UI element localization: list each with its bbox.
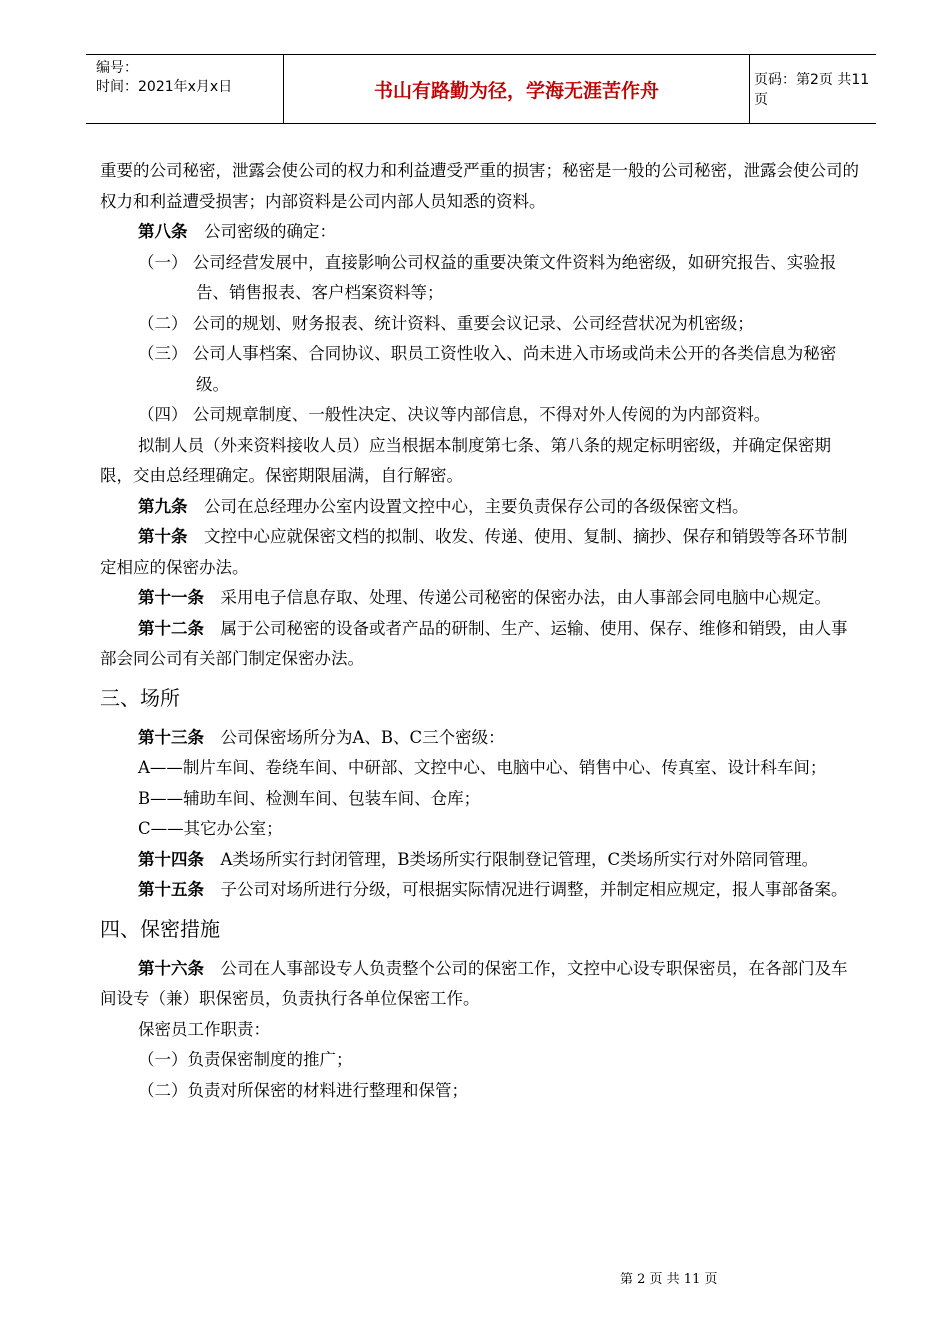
article-12-title: 第十二条: [138, 618, 204, 638]
article-14-title: 第十四条: [138, 849, 204, 869]
article-16: [100, 954, 862, 1015]
page-header: [86, 54, 876, 124]
article-8-item-3: （三） 公司人事档案、合同协议、职员工资性收入、尚未进入市场或尚未公开的各类信息为秘密级。: [138, 344, 837, 394]
article-8-text: 公司密级的确定：: [187, 222, 336, 241]
article-11-title: 第十一条: [138, 588, 204, 607]
page-footer: 第 2 页 共 11 页: [620, 1272, 718, 1287]
article-16-text: 公司在人事部设专人负责整个公司的保密工作，文控中心设专职保密员，在各部门及车间设专（兼）职保密员，负责执行各单位保密工作。: [100, 958, 848, 1008]
article-14: [100, 845, 862, 876]
section-heading-4: 四、保密措施: [100, 916, 220, 941]
zone-c: C——其它办公室；: [138, 819, 283, 838]
article-14-text: A类场所实行封闭管理，B类场所实行限制登记管理，C类场所实行对外陪同管理。: [204, 849, 819, 869]
article-13-title: 第十三条: [138, 727, 204, 747]
article-10-text: 文控中心应就保密文档的拟制、收发、传递、使用、复制、摘抄、保存和销毁等各环节制定相应的保密办法。: [100, 527, 848, 577]
article-13-text: 公司保密场所分为A、B、C三个密级：: [204, 727, 505, 747]
document-body: [100, 156, 862, 1106]
zone-a: A——制片车间、卷绕车间、中研部、文控中心、电脑中心、销售中心、传真室、设计科车间；: [138, 758, 827, 777]
article-8: [100, 217, 862, 248]
article-8-item-2: （二） 公司的规划、财务报表、统计资料、重要会议记录、公司经营状况为机密级；: [138, 313, 754, 333]
article-15-title: 第十五条: [138, 880, 204, 899]
article-10-title: 第十条: [138, 527, 188, 546]
article-16-title: 第十六条: [138, 958, 204, 978]
header-motto: 书山有路勤为径，学海无涯苦作舟: [284, 55, 750, 123]
article-12-text: 属于公司秘密的设备或者产品的研制、生产、运输、使用、保存、维修和销毁，由人事部会同公司有关部门制定保密办法。: [100, 618, 848, 668]
article-9: [100, 492, 862, 523]
section-heading-3: 三、场所: [100, 685, 180, 710]
duty-heading: 保密员工作职责：: [138, 1019, 270, 1039]
article-8-note: 拟制人员（外来资料接收人员）应当根据本制度第七条、第八条的规定标明密级，并确定保密期限，交由总经理确定。保密期限届满，自行解密。: [100, 435, 831, 485]
time-label: 时间：2021年x月x日: [96, 79, 233, 95]
article-11: [100, 583, 862, 614]
article-12: [100, 614, 862, 675]
zone-b: B——辅助车间、检测车间、包装车间、仓库；: [138, 788, 481, 808]
article-15: [100, 875, 862, 906]
header-meta: [86, 55, 284, 123]
article-9-text: 公司在总经理办公室内设置文控中心，主要负责保存公司的各级保密文档。: [187, 496, 749, 516]
article-15-text: 子公司对场所进行分级，可根据实际情况进行调整，并制定相应规定，报人事部备案。: [204, 880, 848, 899]
paragraph-intro: 重要的公司秘密，泄露会使公司的权力和利益遭受严重的损害；秘密是一般的公司秘密，泄露会使公司的权力和利益遭受损害；内部资料是公司内部人员知悉的资料。: [100, 161, 859, 211]
article-9-title: 第九条: [138, 496, 188, 516]
article-8-title: 第八条: [138, 222, 188, 241]
article-10: [100, 522, 862, 583]
number-label: 编号：: [96, 60, 138, 76]
article-8-item-4: （四） 公司规章制度、一般性决定、决议等内部信息，不得对外人传阅的为内部资料。: [138, 405, 771, 424]
duty-item-2: （二）负责对所保密的材料进行整理和保管；: [138, 1080, 468, 1100]
duty-item-1: （一）负责保密制度的推广；: [138, 1050, 353, 1069]
article-11-text: 采用电子信息存取、处理、传递公司秘密的保密办法，由人事部会同电脑中心规定。: [204, 588, 831, 607]
article-8-item-1: （一） 公司经营发展中，直接影响公司权益的重要决策文件资料为绝密级，如研究报告、实验报告、销售报表、客户档案资料等；: [138, 252, 837, 302]
header-page-label: 页码：第2页 共11页: [754, 72, 870, 108]
article-13: [100, 723, 862, 754]
